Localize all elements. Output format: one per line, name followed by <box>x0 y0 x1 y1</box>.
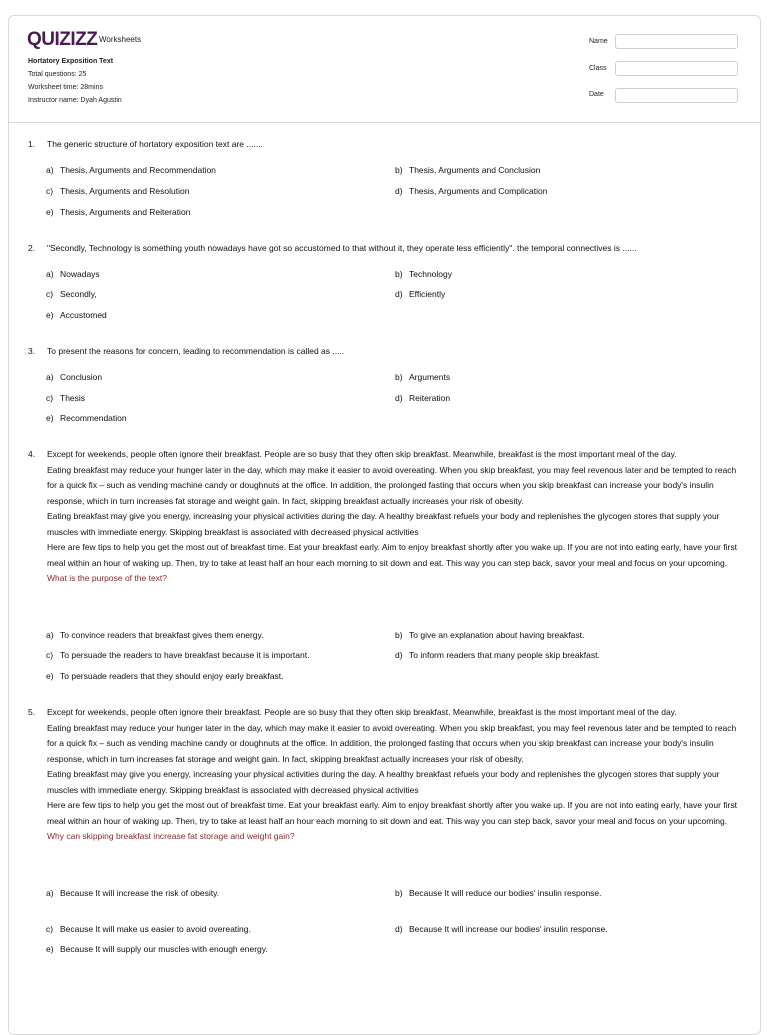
passage-paragraph: Eating breakfast may reduce your hunger later in the day, which may make it easier to avoid overeating. When you skip breakfast, you may feel revenous later and be tempted to reach for a quick fix – such as vending machine candy or doughnuts at the office. In addition, the prolonged fasting that occurs when you skip breakfast can increase your body's insulin response, which in turn increases fat storage and weight gain. In fact, skipping breakfast actually increases your risk of obesity. <box>47 722 737 764</box>
option-text: To convince readers that breakfast gives them energy. <box>60 630 264 640</box>
option-letter: b) <box>395 630 403 640</box>
option-letter: b) <box>395 269 403 279</box>
option-text: Recommendation <box>60 413 127 423</box>
option-text: Thesis, Arguments and Complication <box>409 186 548 196</box>
option-text: Thesis <box>60 393 86 403</box>
option-4a[interactable] <box>46 629 263 641</box>
option-letter: b) <box>395 165 403 175</box>
option-text: Thesis, Arguments and Conclusion <box>409 165 541 175</box>
option-3b[interactable] <box>395 371 450 383</box>
option-text: To inform readers that many people skip breakfast. <box>409 650 600 660</box>
option-text: Thesis, Arguments and Resolution <box>60 186 190 196</box>
option-letter: d) <box>395 289 403 299</box>
passage-paragraph: Eating breakfast may give you energy, increasing your physical activities during the day. A healthy breakfast refuels your body and replenishes the glycogen stores that supply your muscles with immediate energy. Skipping breakfast is associated with decreased physical activities <box>47 769 720 795</box>
option-letter: e) <box>46 671 54 681</box>
option-letter: d) <box>395 924 403 934</box>
option-5d[interactable] <box>395 923 608 935</box>
question-number: 2. <box>28 243 36 253</box>
option-1e[interactable] <box>46 206 190 218</box>
question-number: 1. <box>28 139 36 149</box>
option-text: Arguments <box>409 372 451 382</box>
option-letter: e) <box>46 310 54 320</box>
option-text: Thesis, Arguments and Recommendation <box>60 165 216 175</box>
worksheet-time: Worksheet time: 28mins <box>28 84 103 91</box>
option-2a[interactable] <box>46 268 100 280</box>
option-text: Because It will increase our bodies' insulin response. <box>409 924 608 934</box>
worksheet-header <box>8 15 761 123</box>
option-3d[interactable] <box>395 392 450 404</box>
option-letter: a) <box>46 269 54 279</box>
option-text: Technology <box>409 269 453 279</box>
option-text: Reiteration <box>409 393 451 403</box>
passage-paragraph: Except for weekends, people often ignore their breakfast. People are so busy that they often skip breakfast. Meanwhile, breakfast is the most important meal of the day. <box>47 449 677 459</box>
option-text: Accustomed <box>60 310 107 320</box>
question-text: To present the reasons for concern, leading to recommendation is called as ..... <box>47 346 345 356</box>
option-text: To give an explanation about having breakfast. <box>409 630 585 640</box>
option-letter: a) <box>46 888 54 898</box>
option-5e[interactable] <box>46 943 268 955</box>
option-text: Efficiently <box>409 289 446 299</box>
passage-paragraph: Here are few tips to help you get the most out of breakfast time. Eat your breakfast early. Aim to enjoy breakfast shortly after you wake up. If you are not into eating early, have your first meal within an hour of waking up. Then, try to take at least half an hour each morning to sit down and eat. This way you can step back, savor your meal and focus on your upcoming. <box>47 542 737 568</box>
total-questions: Total questions: 25 <box>28 71 87 78</box>
option-3a[interactable] <box>46 371 102 383</box>
option-letter: c) <box>46 650 54 660</box>
option-4c[interactable] <box>46 649 309 661</box>
option-3c[interactable] <box>46 392 85 404</box>
class-label: Class <box>589 65 607 72</box>
option-letter: d) <box>395 186 403 196</box>
option-letter: e) <box>46 207 54 217</box>
option-3e[interactable] <box>46 412 127 424</box>
option-text: To persuade the readers to have breakfast because it is important. <box>60 650 310 660</box>
question-prompt: Why can skipping breakfast increase fat storage and weight gain? <box>47 831 295 841</box>
passage-paragraph: Eating breakfast may reduce your hunger later in the day, which may make it easier to avoid overeating. When you skip breakfast, you may feel revenous later and be tempted to reach for a quick fix – such as vending machine candy or doughnuts at the office. In addition, the prolonged fasting that occurs when you skip breakfast can increase your body's insulin response, which in turn increases fat storage and weight gain. In fact, skipping breakfast actually increases your risk of obesity. <box>47 464 737 506</box>
option-2b[interactable] <box>395 268 452 280</box>
option-4d[interactable] <box>395 649 600 661</box>
option-letter: a) <box>46 165 54 175</box>
option-letter: c) <box>46 186 54 196</box>
name-field[interactable] <box>615 34 738 49</box>
option-letter: e) <box>46 944 54 954</box>
option-1d[interactable] <box>395 185 547 197</box>
option-text: Conclusion <box>60 372 103 382</box>
option-5b[interactable] <box>395 887 602 899</box>
option-text: Because It will reduce our bodies' insulin response. <box>409 888 602 898</box>
question-number: 5. <box>28 707 36 717</box>
passage-paragraph: Except for weekends, people often ignore their breakfast. People are so busy that they often skip breakfast. Meanwhile, breakfast is the most important meal of the day. <box>47 707 677 717</box>
passage-paragraph: Eating breakfast may give you energy, increasing your physical activities during the day. A healthy breakfast refuels your body and replenishes the glycogen stores that supply your muscles with immediate energy. Skipping breakfast is associated with decreased physical activities <box>47 511 720 537</box>
option-letter: c) <box>46 393 54 403</box>
date-label: Date <box>589 91 604 98</box>
question-text: "Secondly, Technology is something youth nowadays have got so accustomed to that without it, they operate less efficiently". the temporal connectives is ...... <box>47 243 637 253</box>
option-1a[interactable] <box>46 164 216 176</box>
option-1b[interactable] <box>395 164 540 176</box>
option-4e[interactable] <box>46 670 284 682</box>
option-letter: b) <box>395 888 403 898</box>
option-text: Because It will make us easier to avoid overeating. <box>60 924 251 934</box>
question-passage <box>47 447 739 587</box>
option-text: Secondly, <box>60 289 97 299</box>
option-letter: a) <box>46 630 54 640</box>
option-letter: c) <box>46 924 54 934</box>
passage-paragraph: Here are few tips to help you get the most out of breakfast time. Eat your breakfast early. Aim to enjoy breakfast shortly after you wake up. If you are not into eating early, have your first meal within an hour of waking up. Then, try to take at least half an hour each morning to sit down and eat. This way you can step back, savor your meal and focus on your upcoming. <box>47 800 737 826</box>
instructor-name: Instructor name: Dyah Agustin <box>28 97 122 104</box>
option-text: Nowadays <box>60 269 100 279</box>
option-letter: d) <box>395 650 403 660</box>
option-text: Because It will supply our muscles with enough energy. <box>60 944 268 954</box>
date-field[interactable] <box>615 88 738 103</box>
question-number: 4. <box>28 449 36 459</box>
option-5a[interactable] <box>46 887 219 899</box>
class-field[interactable] <box>615 61 738 76</box>
option-text: Thesis, Arguments and Reiteration <box>60 207 191 217</box>
option-letter: e) <box>46 413 54 423</box>
option-5c[interactable] <box>46 923 251 935</box>
option-4b[interactable] <box>395 629 584 641</box>
option-letter: c) <box>46 289 54 299</box>
worksheet-title: Hortatory Exposition Text <box>28 58 114 65</box>
option-text: To persuade readers that they should enjoy early breakfast. <box>60 671 284 681</box>
option-2d[interactable] <box>395 288 445 300</box>
quizizz-logo: QUIZIZZ <box>27 29 98 50</box>
option-letter: a) <box>46 372 54 382</box>
question-prompt: What is the purpose of the text? <box>47 573 168 583</box>
option-letter: d) <box>395 393 403 403</box>
option-2e[interactable] <box>46 309 107 321</box>
option-2c[interactable] <box>46 288 97 300</box>
option-letter: b) <box>395 372 403 382</box>
name-label: Name <box>589 38 608 45</box>
question-passage <box>47 705 739 845</box>
question-number: 3. <box>28 346 36 356</box>
option-1c[interactable] <box>46 185 189 197</box>
question-text: The generic structure of hortatory exposition text are ....... <box>47 139 263 149</box>
option-text: Because It will increase the risk of obesity. <box>60 888 220 898</box>
worksheets-label: Worksheets <box>99 35 142 44</box>
